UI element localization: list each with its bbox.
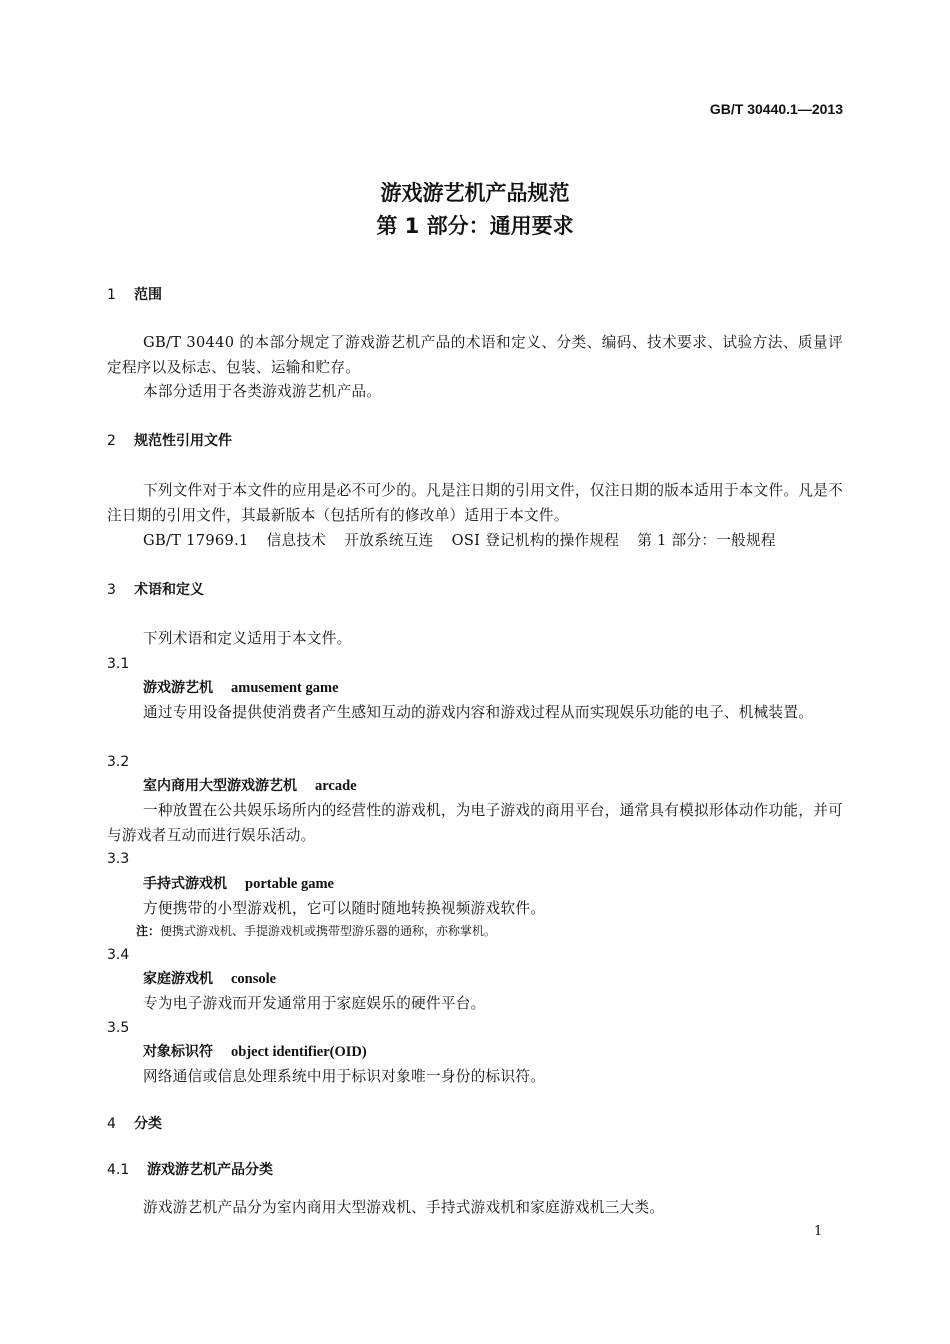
section-heading-3: 3 术语和定义 — [107, 582, 204, 598]
normative-reference: GB/T 17969.1 信息技术 开放系统互连 OSI 登记机构的操作规程 第 1 部分：一般规程 — [143, 532, 776, 549]
term-definition: 一种放置在公共娱乐场所内的经营性的游戏机，为电子游戏的商用平台，通常具有模拟形体动作功能，并可与游戏者互动而进行娱乐活动。 — [107, 802, 844, 844]
section-heading-1: 1 范围 — [107, 287, 162, 303]
term-definition: 网络通信或信息处理系统中用于标识对象唯一身份的标识符。 — [143, 1068, 546, 1085]
term: 手持式游戏机 portable game — [143, 876, 334, 892]
term-number: 3.4 — [107, 947, 130, 963]
term-definition: 专为电子游戏而开发通常用于家庭娱乐的硬件平台。 — [143, 995, 486, 1012]
paragraph: 下列术语和定义适用于本文件。 — [143, 630, 352, 647]
note: 注：便携式游戏机、手提游戏机或携带型游乐器的通称，亦称掌机。 — [136, 924, 497, 938]
paragraph: GB/T 30440 的本部分规定了游戏游艺机产品的术语和定义、分类、编码、技术要求、试验方法、质量评定程序以及标志、包装、运输和贮存。 — [107, 334, 843, 376]
section-heading-2: 2 规范性引用文件 — [107, 433, 232, 449]
term: 游戏游艺机 amusement game — [143, 680, 339, 696]
term: 室内商用大型游戏游艺机 arcade — [143, 778, 357, 794]
paragraph: 游戏游艺机产品分为室内商用大型游戏机、手持式游戏机和家庭游戏机三大类。 — [143, 1199, 665, 1216]
paragraph: 本部分适用于各类游戏游艺机产品。 — [143, 383, 382, 400]
section-heading-4: 4 分类 — [107, 1116, 162, 1132]
term-number: 3.1 — [107, 656, 130, 672]
term-definition: 方便携带的小型游戏机，它可以随时随地转换视频游戏软件。 — [143, 900, 546, 917]
document-title: 游戏游艺机产品规范 — [380, 181, 570, 205]
paragraph: 下列文件对于本文件的应用是必不可少的。凡是注日期的引用文件，仅注日期的版本适用于本文件。凡是不注日期的引用文件，其最新版本（包括所有的修改单）适用于本文件。 — [107, 482, 844, 524]
standard-number: GB/T 30440.1—2013 — [709, 101, 843, 117]
term: 家庭游戏机 console — [143, 971, 277, 987]
subsection-heading-4-1: 4.1 游戏游艺机产品分类 — [107, 1162, 273, 1178]
term: 对象标识符 object identifier(OID) — [143, 1044, 367, 1060]
page-number: 1 — [814, 1224, 823, 1239]
term-number: 3.5 — [107, 1020, 130, 1036]
term-definition: 通过专用设备提供使消费者产生感知互动的游戏内容和游戏过程从而实现娱乐功能的电子、机械装置。 — [143, 704, 814, 721]
document-subtitle: 第 1 部分：通用要求 — [376, 214, 574, 238]
term-number: 3.3 — [107, 851, 130, 867]
term-number: 3.2 — [107, 754, 130, 770]
